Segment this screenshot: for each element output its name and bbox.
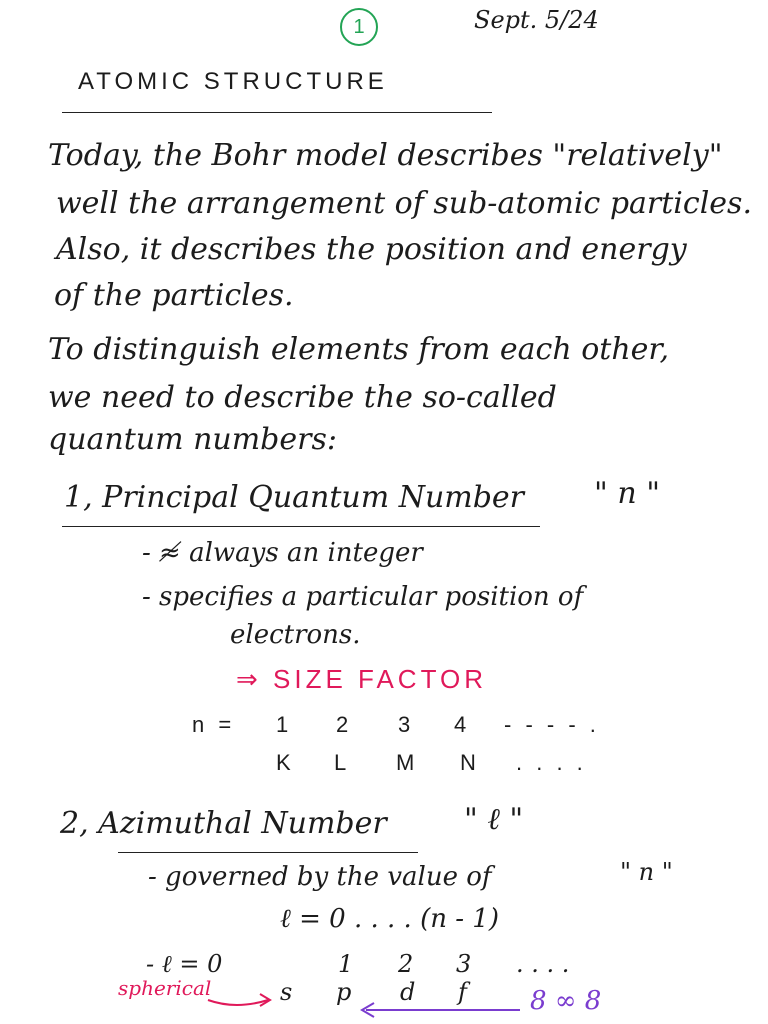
section-1-underline [62, 526, 540, 527]
section-2-bullet-1: - governed by the value of [148, 862, 492, 892]
spherical-note: spherical [118, 976, 212, 1000]
date: Sept. 5/24 [474, 6, 599, 34]
shell-l: L [334, 750, 351, 775]
l-value-more: . . . . [516, 950, 570, 978]
section-2-bullet-1-symbol: " n " [620, 858, 673, 886]
shell-n: N [460, 750, 480, 775]
orbital-p: p [336, 978, 352, 1006]
intro-line-1: Today, the Bohr model describes "relatively" [48, 138, 723, 173]
size-factor-note: ⇒ SIZE FACTOR [236, 664, 487, 694]
n-value-2: 2 [336, 712, 353, 737]
page-number-circle: 1 [340, 8, 378, 46]
section-1-bullet-1: - ≉ always an integer [142, 538, 423, 568]
p-shape-arrow-icon [354, 998, 522, 1018]
l-value-3: 3 [456, 950, 472, 978]
orbital-f: f [458, 978, 467, 1006]
spherical-arrow-icon [206, 988, 280, 1012]
intro-line-6: we need to describe the so-called [48, 380, 557, 415]
l-value-1: 1 [338, 950, 354, 978]
shell-k: K [276, 750, 295, 775]
shell-m: M [396, 750, 419, 775]
section-2-underline [118, 852, 418, 853]
n-value-4: 4 [454, 712, 471, 737]
n-value-1: 1 [276, 712, 293, 737]
intro-line-3: Also, it describes the position and energy [56, 232, 687, 267]
n-value-more: - - - - . [504, 712, 600, 737]
intro-line-2: well the arrangement of sub-atomic particles. [56, 186, 752, 221]
l-label: - ℓ = 0 [146, 950, 223, 978]
l-value-2: 2 [398, 950, 414, 978]
section-1-bullet-2-cont: electrons. [230, 620, 361, 650]
n-label: n = [192, 712, 236, 737]
section-1-heading: 1, Principal Quantum Number [64, 480, 525, 515]
title-underline [62, 112, 492, 113]
orbital-d: d [400, 978, 416, 1006]
section-2-heading: 2, Azimuthal Number [60, 806, 387, 841]
orbital-s: s [280, 978, 293, 1006]
section-1-symbol: " n " [594, 476, 660, 511]
intro-line-5: To distinguish elements from each other, [48, 332, 669, 367]
shell-more: . . . . [516, 750, 587, 775]
n-value-3: 3 [398, 712, 415, 737]
section-1-bullet-2: - specifies a particular position of [142, 582, 584, 612]
p-shape-note: 8 ∞ 8 [530, 986, 602, 1016]
l-range: ℓ = 0 . . . . (n - 1) [280, 904, 499, 934]
page-title: ATOMIC STRUCTURE [78, 68, 388, 95]
intro-line-7: quantum numbers: [48, 422, 337, 457]
intro-line-4: of the particles. [54, 278, 294, 313]
section-2-symbol: " ℓ " [464, 802, 524, 837]
